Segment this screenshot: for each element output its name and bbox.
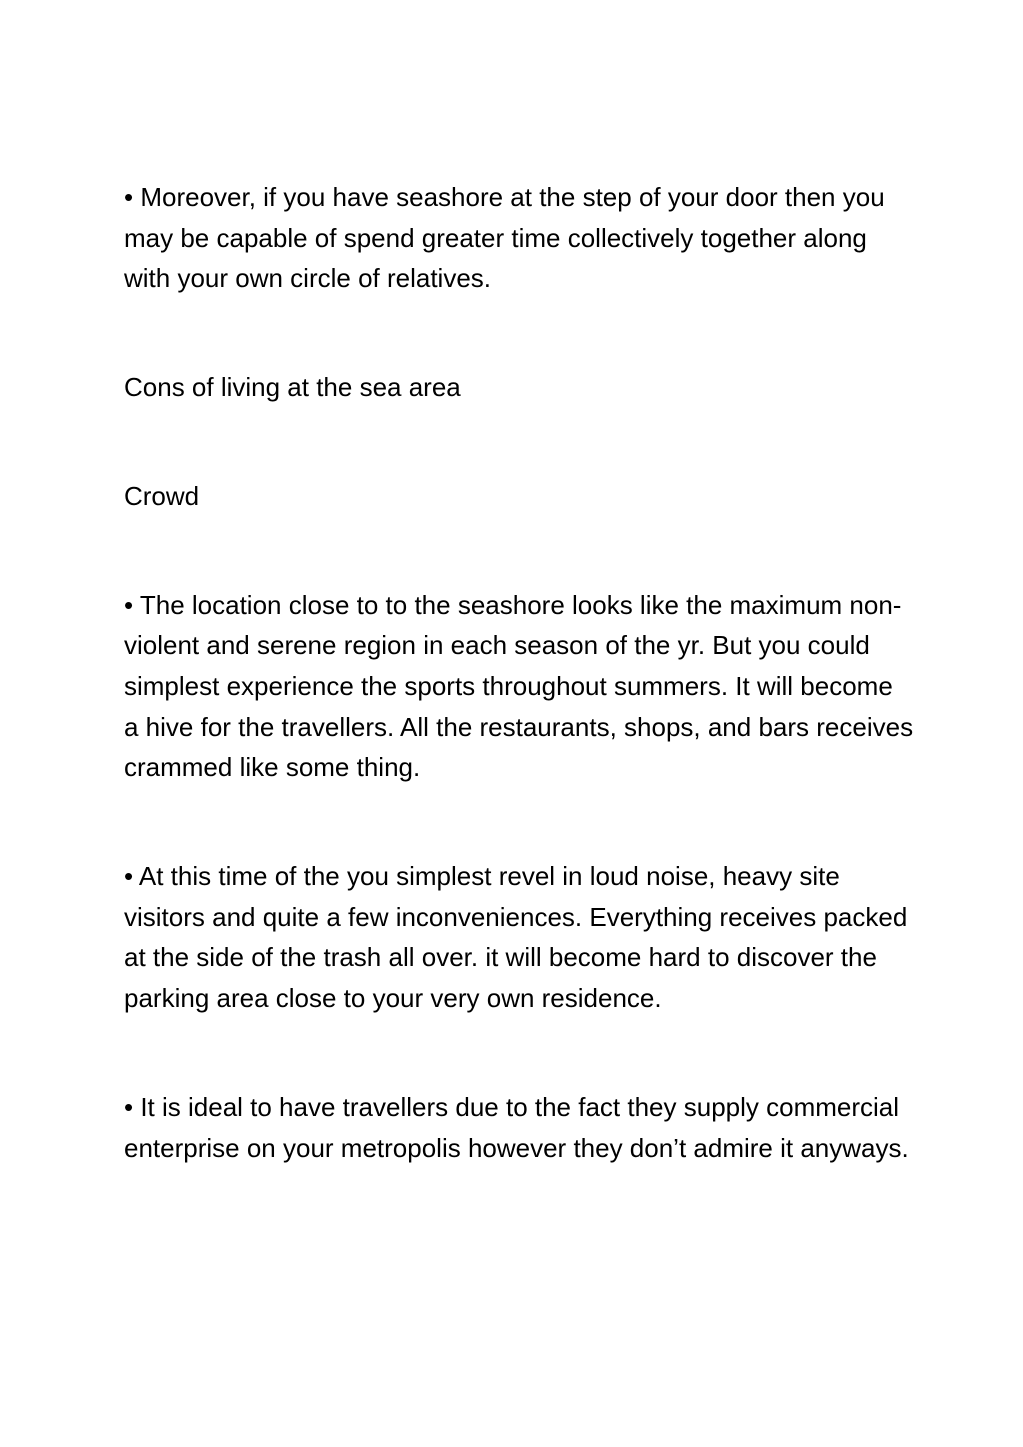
paragraph-family-time: • Moreover, if you have seashore at the step of your door then you may be capable of spend greater time collectively together along with your own circle of relatives. [124,182,885,294]
paragraph-seashore-summers: • The location close to to the seashore looks like the maximum non-violent and serene region in each season of the yr. But you could simplest experience the sports throughout summers. It will become a hive for the travellers. All the restaurants, shops, and bars receives crammed like some thing. [124,589,914,783]
paragraph-travellers-business: • It is ideal to have travellers due to the fact they supply commercial enterprise on your metropolis however they don’t admire it anyways. [124,1091,909,1163]
document-body [124,177,914,1168]
heading-cons-of-living: Cons of living at the sea area [124,372,461,403]
paragraph-noise-traffic: • At this time of the you simplest revel in loud noise, heavy site visitors and quite a few inconveniences. Everything receives packed at the side of the trash all over. it will become hard to discover the parking area close to your very own residence. [124,861,908,1014]
subheading-crowd: Crowd [124,480,200,511]
